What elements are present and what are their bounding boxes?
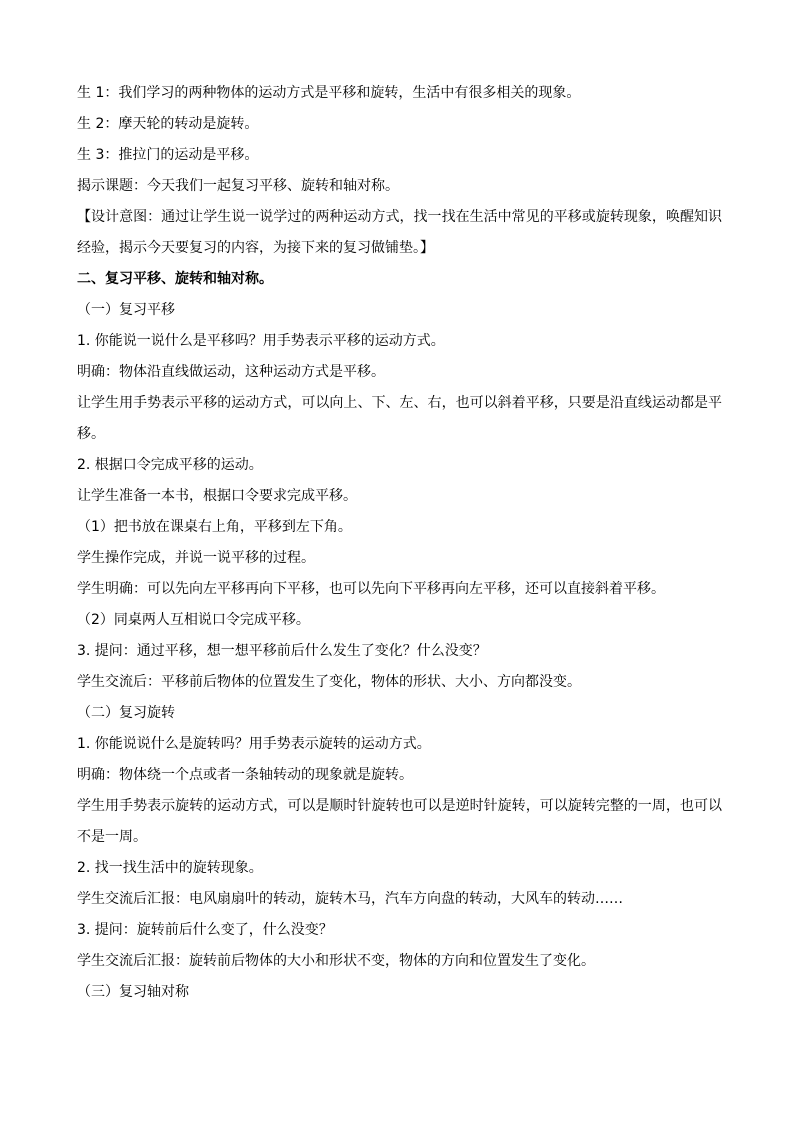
translation-q2: 2. 根据口令完成平移的运动。 — [77, 457, 263, 473]
rotation-conclusion: 学生交流后汇报：旋转前后物体的大小和形状不变，物体的方向和位置发生了变化。 — [77, 953, 595, 969]
rotation-q3: 3. 提问：旋转前后什么变了，什么没变？ — [77, 922, 333, 938]
dialogue-student-2: 生 2：摩天轮的转动是旋转。 — [77, 116, 259, 132]
rotation-q2: 2. 找一找生活中的旋转现象。 — [77, 860, 263, 876]
design-intent-note: 【设计意图：通过让学生说一说学过的两种运动方式，找一找在生活中常见的平移或旋转现象，唤醒知识经验，揭示今天要复习的内容，为接下来的复习做铺垫。】 — [77, 209, 722, 256]
translation-q1: 1. 你能说一说什么是平移吗？用手势表示平移的运动方式。 — [77, 333, 445, 349]
rotation-gesture: 学生用手势表示旋转的运动方式，可以是顺时针旋转也可以是逆时针旋转，可以旋转完整的一周，也可以不是一周。 — [77, 798, 722, 845]
rotation-examples: 学生交流后汇报：电风扇扇叶的转动，旋转木马，汽车方向盘的转动，大风车的转动…… — [77, 891, 623, 907]
translation-conclusion: 学生交流后：平移前后物体的位置发生了变化，物体的形状、大小、方向都没变。 — [77, 674, 581, 690]
translation-definition: 明确：物体沿直线做运动，这种运动方式是平移。 — [77, 364, 385, 380]
section-heading-2: 二、复习平移、旋转和轴对称。 — [77, 271, 273, 287]
topic-reveal: 揭示课题：今天我们一起复习平移、旋转和轴对称。 — [77, 178, 399, 194]
subsection-rotation: （二）复习旋转 — [77, 705, 175, 721]
dialogue-student-3: 生 3：推拉门的运动是平移。 — [77, 147, 259, 163]
translation-prepare-book: 让学生准备一本书，根据口令要求完成平移。 — [77, 488, 357, 504]
rotation-definition: 明确：物体绕一个点或者一条轴转动的现象就是旋转。 — [77, 767, 413, 783]
translation-step-1: （1）把书放在课桌右上角，平移到左下角。 — [77, 519, 352, 535]
translation-student-operate: 学生操作完成，并说一说平移的过程。 — [77, 550, 315, 566]
translation-q3: 3. 提问：通过平移，想一想平移前后什么发生了变化？什么没变？ — [77, 643, 487, 659]
subsection-translation: （一）复习平移 — [77, 302, 175, 318]
translation-gesture: 让学生用手势表示平移的运动方式，可以向上、下、左、右，也可以斜着平移，只要是沿直线运动都是平移。 — [77, 395, 722, 442]
dialogue-student-1: 生 1：我们学习的两种物体的运动方式是平移和旋转，生活中有很多相关的现象。 — [77, 85, 581, 101]
rotation-q1: 1. 你能说说什么是旋转吗？用手势表示旋转的运动方式。 — [77, 736, 431, 752]
document-page — [77, 78, 722, 1008]
subsection-symmetry: （三）复习轴对称 — [77, 984, 189, 1000]
translation-step-2: （2）同桌两人互相说口令完成平移。 — [77, 612, 310, 628]
translation-student-clarify: 学生明确：可以先向左平移再向下平移，也可以先向下平移再向左平移，还可以直接斜着平移。 — [77, 581, 665, 597]
